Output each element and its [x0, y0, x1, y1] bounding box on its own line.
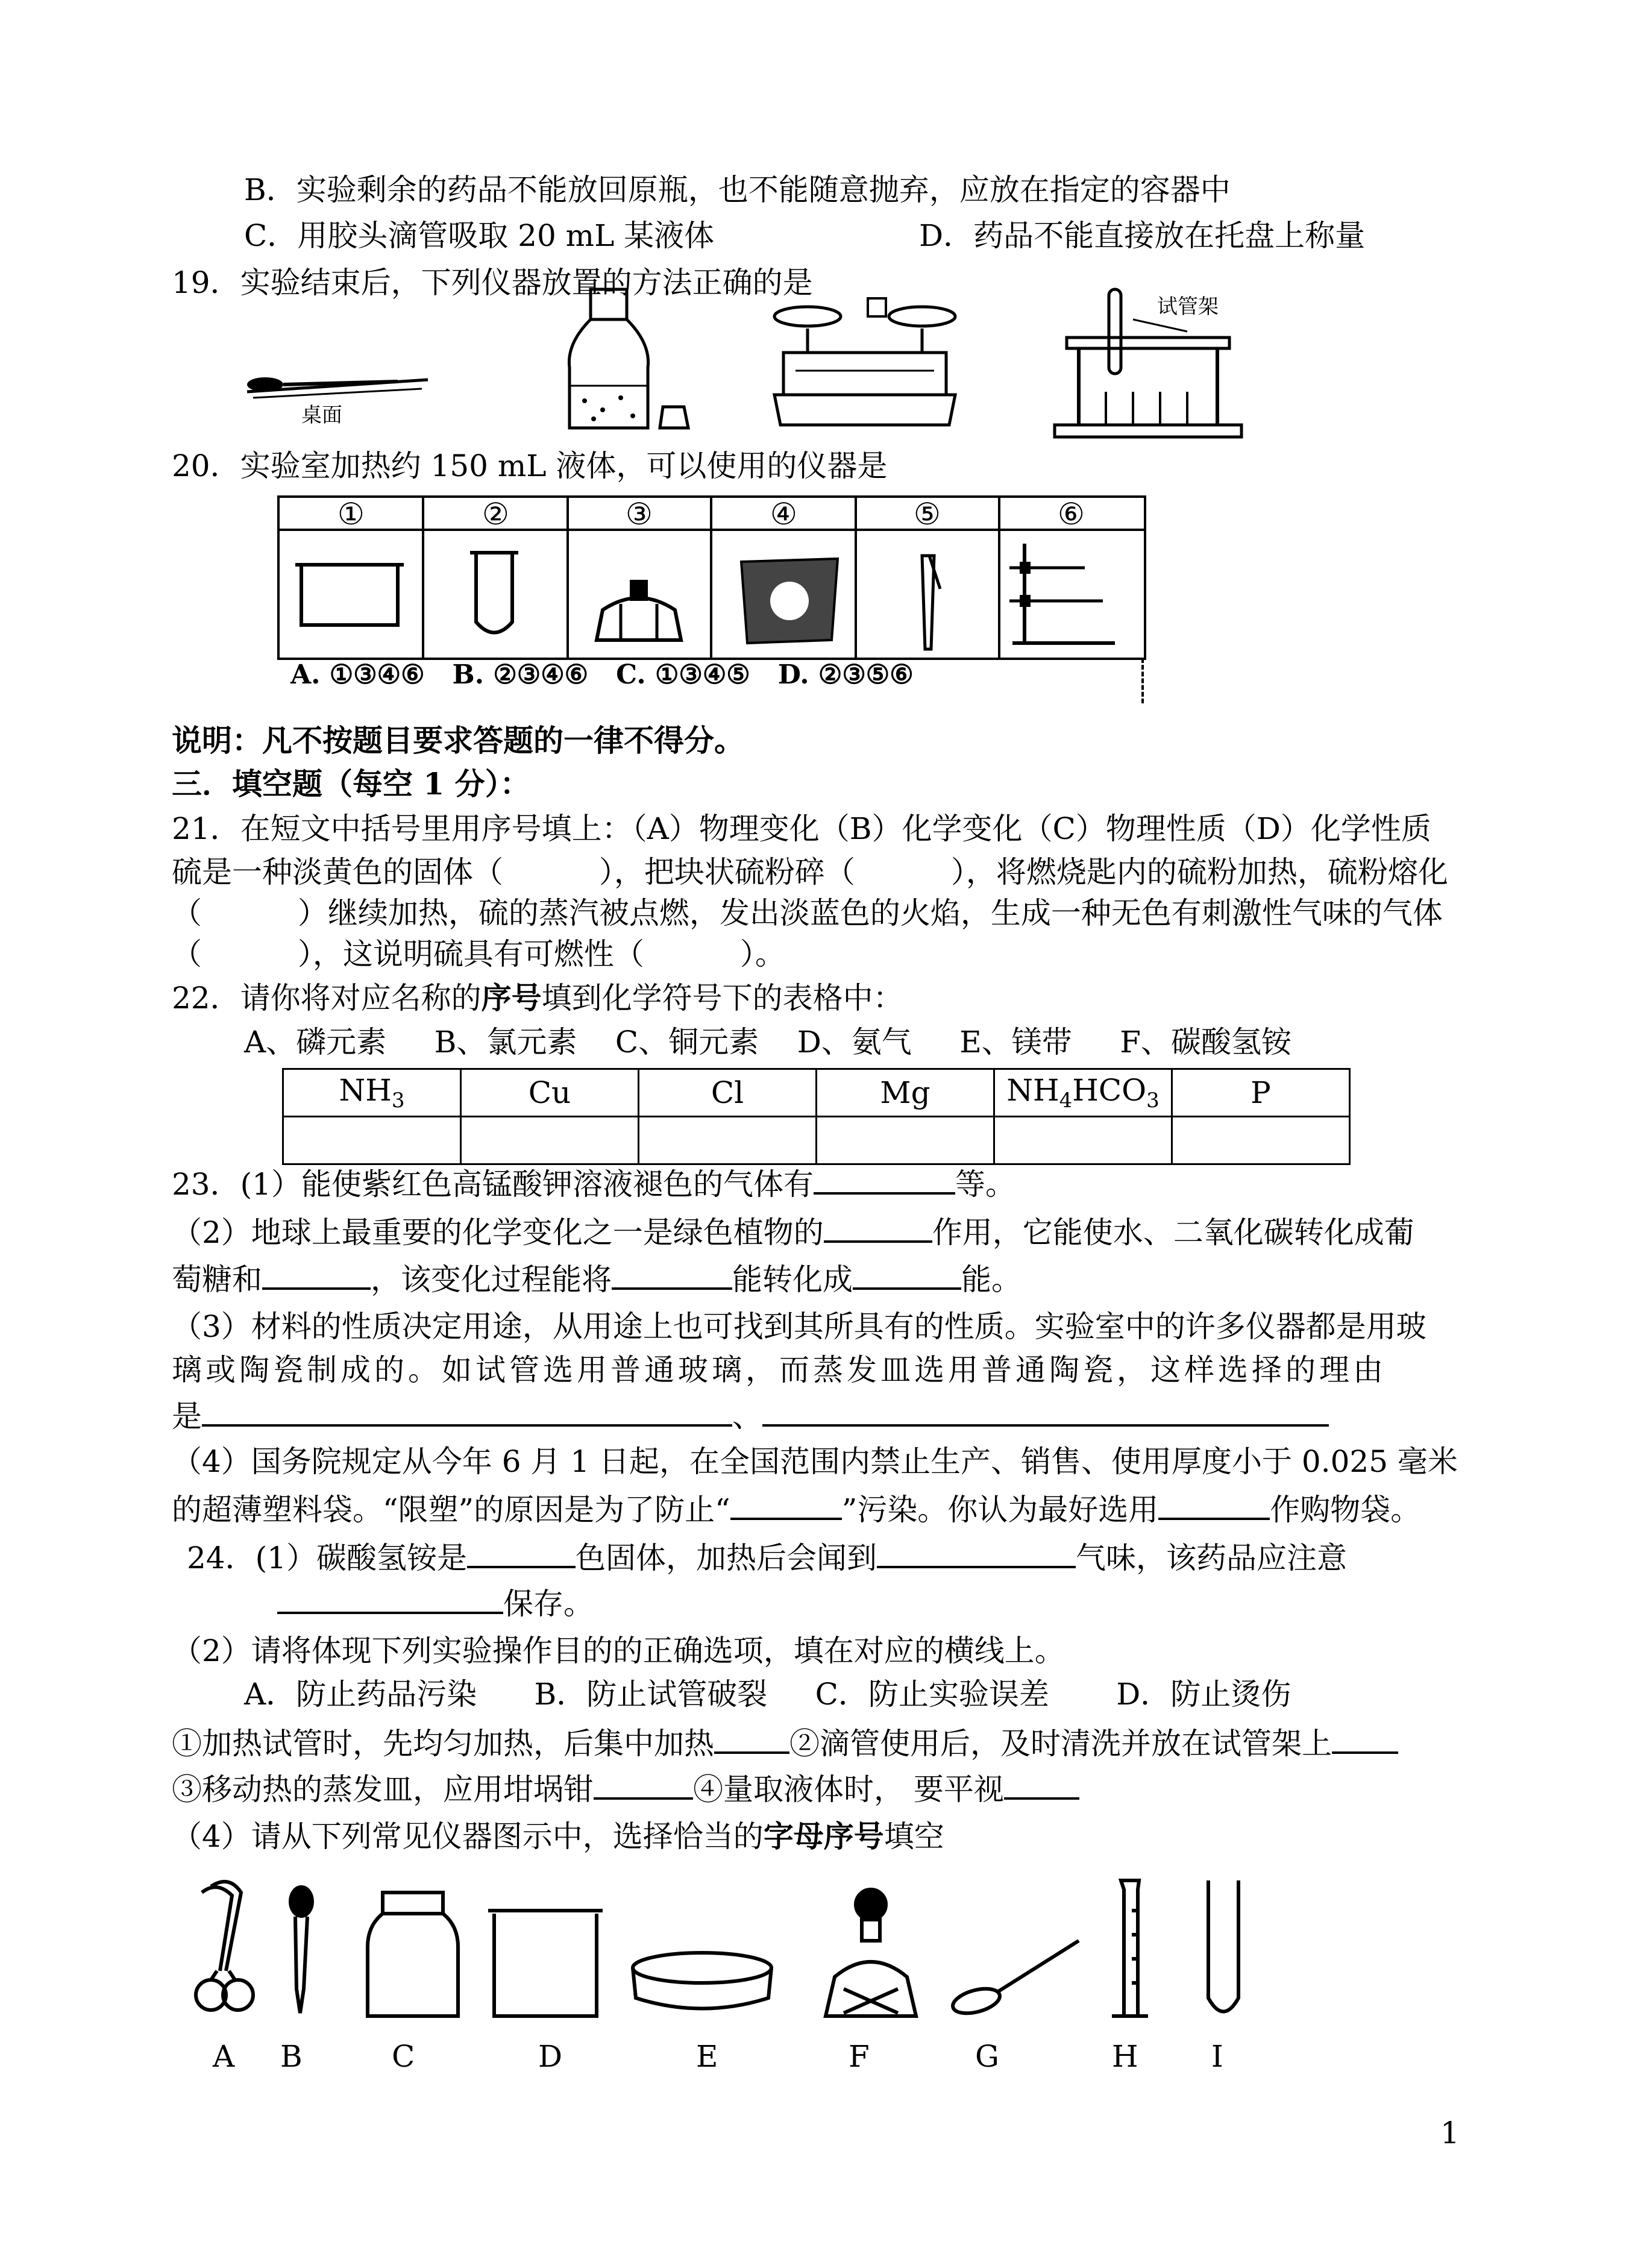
q24-line-3: （2）请将体现下列实验操作目的的正确选项，填在对应的横线上。: [172, 1633, 1065, 1668]
iron-stand-icon: [1009, 544, 1115, 643]
q23-line-8: [172, 1489, 1420, 1528]
q22-stem: [172, 979, 903, 1017]
q23-line-3: [172, 1258, 1021, 1298]
crucible-tongs-icon: [922, 556, 940, 649]
q23-l3c: 能转化成: [732, 1262, 853, 1297]
q24-l5a: ①加热试管时，先均匀加热，后集中加热: [172, 1726, 714, 1761]
q24-l5b: ②滴管使用后，及时清洗并放在试管架上: [789, 1726, 1332, 1761]
q22-stem-pre: 22．请你将对应名称的: [172, 981, 482, 1016]
page-number: 1: [1440, 2116, 1460, 2150]
q19-figure-test-tube-rack: [1049, 277, 1254, 440]
q24-apparatus-figure: [175, 1868, 1290, 2025]
q24-letter-g: G: [975, 2039, 999, 2074]
alcohol-lamp-icon: [826, 1889, 916, 2016]
q22-answer-cell[interactable]: [994, 1117, 1172, 1164]
beaker-icon: [488, 1911, 603, 2016]
q22-table-answer-row: [283, 1117, 1350, 1164]
q24-letter-a: A: [213, 2039, 235, 2074]
q23-l1a: 23．(1）能使紫红色高锰酸钾溶液褪色的气体有: [172, 1167, 814, 1202]
q23-l2a: （2）地球上最重要的化学变化之一是绿色植物的: [172, 1215, 824, 1250]
test-tube-icon: [1208, 1880, 1238, 2012]
spoon-icon: [950, 1941, 1079, 2018]
q22-header-cl: Cl: [639, 1069, 817, 1117]
q24-letter-e: E: [696, 2039, 718, 2074]
q24-l6b: ④量取液体时， 要平视: [693, 1772, 1004, 1807]
crucible-tongs-icon: [196, 1882, 253, 2010]
q23-l8c: 作购物袋。: [1270, 1492, 1421, 1527]
q18-option-c: C．用胶头滴管吸取 20 mL 某液体: [244, 218, 715, 253]
q23-blank-3[interactable]: [262, 1258, 371, 1290]
q23-line-6: [172, 1395, 1329, 1435]
q24-blank-3[interactable]: [277, 1583, 503, 1614]
evaporating-dish-icon: [633, 1953, 771, 2009]
q24-line-6: [172, 1768, 1079, 1808]
q20-figure: [277, 495, 1145, 703]
q22-header-mg: Mg: [817, 1069, 994, 1117]
q23-l1b: 等。: [955, 1167, 1015, 1202]
q24-l7-post: 填空: [883, 1819, 944, 1854]
q24-letter-d: D: [538, 2039, 563, 2074]
test-tube-icon: [470, 553, 518, 633]
q20-num-2: ②: [482, 497, 509, 532]
q24-line-4: A．防止药品污染 B．防止试管破裂 C．防止实验误差 D．防止烫伤: [244, 1677, 1291, 1712]
q23-line-2: [172, 1211, 1414, 1251]
q20-num-5: ⑤: [914, 497, 941, 532]
beaker-icon: [295, 565, 404, 625]
q18-option-b: B．实验剩余的药品不能放回原瓶，也不能随意抛弃，应放在指定的容器中: [244, 172, 1231, 207]
q24-blank-1[interactable]: [467, 1537, 576, 1568]
note: 说明：凡不按题目要求答题的一律不得分。: [172, 723, 744, 758]
q22-header-p: P: [1172, 1069, 1350, 1117]
q24-line-5: [172, 1723, 1398, 1762]
q22-table-header-row: [283, 1069, 1350, 1117]
q23-l8b: ”污染。你认为最好选用: [841, 1492, 1159, 1527]
q23-line-5: 璃或陶瓷制成的。如试管选用普通玻璃，而蒸发皿选用普通陶瓷，这样选择的理由: [172, 1352, 1387, 1387]
q23-l2b: 作用，它能使水、二氧化碳转化成葡: [932, 1215, 1414, 1250]
q22-answer-cell[interactable]: [1172, 1117, 1350, 1164]
q23-blank-2[interactable]: [824, 1211, 932, 1243]
q24-blank-6[interactable]: [594, 1768, 693, 1800]
graduated-cylinder-icon: [1112, 1880, 1148, 2016]
q22-answer-cell[interactable]: [283, 1117, 461, 1164]
q21-line-2: 硫是一种淡黄色的固体（ ），把块状硫粉碎（ ），将燃烧匙内的硫粉加热，硫粉熔化: [172, 855, 1448, 890]
wide-mouth-bottle-icon: [368, 1893, 458, 2016]
q20-num-3: ③: [626, 497, 653, 532]
q20-options: A. ①③④⑥ B. ②③④⑥ C. ①③④⑤ D. ②③⑤⑥: [290, 659, 914, 690]
q21-line-4: （ ），这说明硫具有可燃性（ ）。: [172, 937, 785, 972]
q22-names: A、磷元素 B、氯元素 C、铜元素 D、氨气 E、镁带 F、碳酸氢铵: [244, 1025, 1291, 1060]
q24-blank-5[interactable]: [1332, 1723, 1398, 1754]
q22-stem-bold: 序号: [481, 980, 542, 1016]
q19-figure-reagent-bottle: [560, 283, 693, 434]
q23-blank-1[interactable]: [814, 1163, 955, 1195]
q23-blank-8[interactable]: [730, 1489, 842, 1520]
dropper-icon: [290, 1887, 312, 2013]
q19-stem: 19．实验结束后，下列仪器放置的方法正确的是: [172, 265, 813, 300]
q23-blank-7[interactable]: [762, 1395, 1329, 1427]
q18-option-d: D．药品不能直接放在托盘上称量: [919, 218, 1366, 253]
q23-l6b: 、: [732, 1399, 762, 1434]
q24-blank-2[interactable]: [877, 1537, 1076, 1568]
q23-blank-5[interactable]: [853, 1258, 961, 1290]
q24-blank-4[interactable]: [714, 1723, 789, 1754]
q24-line-1: [187, 1537, 1347, 1577]
q22-answer-cell[interactable]: [639, 1117, 817, 1164]
q19-figure-brush-on-desk: [241, 301, 434, 428]
section-3-heading: [172, 765, 530, 803]
q22-stem-post: 填到化学符号下的表格中：: [541, 981, 903, 1016]
q24-line-7: [172, 1818, 944, 1855]
q23-l3a: 萄糖和: [172, 1262, 262, 1297]
q20-num-1: ①: [337, 497, 365, 532]
q23-blank-6[interactable]: [202, 1395, 732, 1427]
q22-header-nh4hco3: $NH_4HCO_3$: [994, 1069, 1172, 1117]
q22-header-cu: Cu: [461, 1069, 639, 1117]
q23-l3d: 能。: [961, 1262, 1021, 1297]
wire-gauze-icon: [741, 559, 838, 643]
q24-l2: 保存。: [503, 1586, 594, 1621]
q24-letter-f: F: [849, 2039, 870, 2074]
alcohol-lamp-icon: [597, 580, 681, 640]
q24-line-2: [277, 1583, 594, 1622]
q19-figure-balance: [771, 274, 958, 437]
q24-blank-7[interactable]: [1004, 1768, 1079, 1800]
q20-num-6: ⑥: [1058, 497, 1085, 532]
q24-l6a: ③移动热的蒸发皿，应用坩埚钳: [172, 1772, 594, 1807]
q23-line-7: （4）国务院规定从今年 6 月 1 日起，在全国范围内禁止生产、销售、使用厚度小于 0.025 毫米: [172, 1444, 1458, 1479]
q24-l1b: 色固体，加热后会闻到: [575, 1541, 877, 1575]
q20-num-4: ④: [770, 497, 797, 532]
q23-blank-4[interactable]: [612, 1258, 732, 1290]
q24-l1a: 24．(1）碳酸氢铵是: [187, 1541, 467, 1575]
q23-l6a: 是: [172, 1399, 202, 1434]
q22-answer-cell[interactable]: [461, 1117, 639, 1164]
q19-desk-label: 桌面: [301, 403, 342, 427]
q22-table: [282, 1068, 1351, 1165]
q23-l8a: 的超薄塑料袋。“限塑”的原因是为了防止“: [172, 1492, 730, 1527]
q23-line-1: [172, 1163, 1015, 1203]
section-3-title: 三．填空题（每空 1 分）：: [172, 766, 530, 802]
q23-blank-9[interactable]: [1158, 1489, 1270, 1520]
q20-stem: 20．实验室加热约 150 mL 液体，可以使用的仪器是: [172, 448, 888, 483]
q24-letter-h: H: [1112, 2039, 1138, 2074]
q24-l7-pre: （4）请从下列常见仪器图示中，选择恰当的: [172, 1819, 764, 1854]
q23-line-4: （3）材料的性质决定用途，从用途上也可找到其所具有的性质。实验室中的许多仪器都是用玻: [172, 1309, 1426, 1344]
q24-letter-b: B: [280, 2039, 303, 2074]
q24-letter-i: I: [1211, 2039, 1223, 2074]
q24-l7-bold: 字母序号: [763, 1818, 884, 1854]
q21-line-1: 21．在短文中括号里用序号填上：（A）物理变化（B）化学变化（C）物理性质（D）化学性质: [172, 811, 1431, 846]
q21-line-3: （ ）继续加热，硫的蒸汽被点燃，发出淡蓝色的火焰，生成一种无色有刺激性气味的气体: [172, 896, 1443, 931]
q22-header-nh3: $NH_3$: [283, 1069, 461, 1117]
q24-l1c: 气味，该药品应注意: [1075, 1541, 1347, 1575]
q22-answer-cell[interactable]: [817, 1117, 994, 1164]
q24-letter-c: C: [392, 2039, 415, 2074]
q23-l3b: ，该变化过程能将: [371, 1262, 612, 1297]
q19-rack-label: 试管架: [1157, 295, 1219, 319]
